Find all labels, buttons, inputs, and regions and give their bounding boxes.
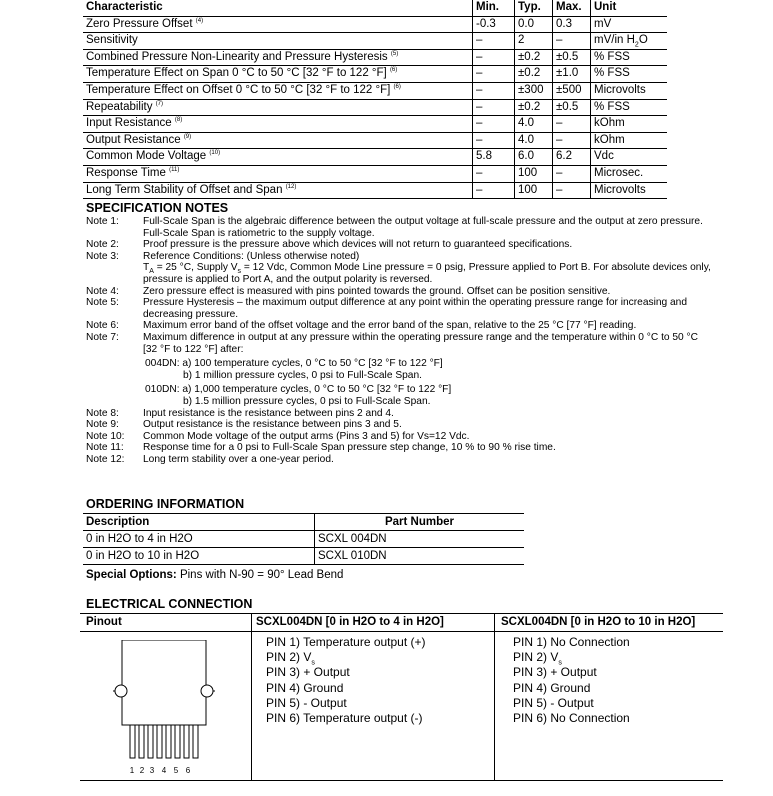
characteristic-cell: Combined Pressure Non-Linearity and Pressure Hysteresis $^{(5)}$: [83, 49, 473, 66]
max-cell: –: [553, 116, 591, 133]
typ-cell: 4.0: [515, 116, 553, 133]
list-item: PIN 1) Temperature output (+): [266, 635, 426, 649]
table-row: [83, 165, 667, 182]
typ-cell: ±0.2: [515, 66, 553, 83]
note-5: Note 5: Pressure Hysteresis – the maximum output difference at any point within the operating pressure range for increasing and decreasing pressure.: [86, 297, 688, 320]
list-item: PIN 5) - Output: [266, 695, 347, 710]
pin-number: 3: [149, 766, 155, 775]
special-options: Special Options: Pins with N-90 = 90° Lead Bend: [86, 569, 344, 581]
spec-table: [83, 0, 667, 199]
list-item: PIN 6) Temperature output (-): [266, 711, 423, 726]
table-row: [83, 548, 524, 565]
ordering-header: [83, 514, 524, 531]
col1-header: SCXL004DN [0 in H2O to 4 in H2O]: [256, 616, 444, 628]
header-description: Description: [83, 514, 315, 531]
typ-cell: ±0.2: [515, 99, 553, 116]
min-cell: –: [473, 66, 515, 83]
unit-cell: % FSS: [591, 49, 668, 66]
note-3-conditions: $T_A = 25$ °C, Supply $V_s = 12$ Vdc, Common Mode Line pressure = 0 psig, Pressure applied to Port B. For absolute devices only,: [143, 262, 711, 276]
max-cell: –: [553, 165, 591, 182]
typ-cell: ±300: [515, 82, 553, 99]
order-description: 0 in H2O to 10 in H2O: [83, 548, 315, 565]
table-row: [83, 16, 667, 33]
mounting-hole-right: [201, 685, 213, 697]
table-row: [83, 33, 667, 50]
col2-pin-list: [513, 635, 630, 726]
min-cell: –: [473, 49, 515, 66]
pin-number: 6: [185, 766, 191, 775]
note-2: Note 2: Proof pressure is the pressure above which devices will not return to guaranteed specifications.: [86, 239, 573, 251]
note-8: Note 8: Input resistance is the resistance between pins 2 and 4.: [86, 407, 394, 419]
min-cell: –: [473, 182, 515, 199]
list-item: PIN 6) No Connection: [513, 711, 630, 726]
table-row: [83, 99, 667, 116]
characteristic-cell: Repeatability $^{(7)}$: [83, 99, 473, 116]
pin-number: 1: [129, 766, 135, 775]
typ-cell: ±0.2: [515, 49, 553, 66]
header-part-number: Part Number: [315, 514, 525, 531]
min-cell: –: [473, 132, 515, 149]
list-item: PIN 3) + Output: [513, 665, 597, 680]
min-cell: –: [473, 33, 515, 50]
note-10: Note 10: Common Mode voltage of the output arms (Pins 3 and 5) for Vs=12 Vdc.: [86, 430, 470, 442]
header-unit: Unit: [591, 0, 668, 16]
electrical-title: ELECTRICAL CONNECTION: [86, 597, 253, 611]
table-row: [83, 149, 667, 166]
min-cell: 5.8: [473, 149, 515, 166]
header-typ: Typ.: [515, 0, 553, 16]
note-11: Note 11: Response time for a 0 psi to Full-Scale Span pressure step change, 10 % to 90 % rise time.: [86, 442, 556, 454]
table-row: [83, 66, 667, 83]
max-cell: –: [553, 182, 591, 199]
characteristic-cell: Output Resistance $^{(9)}$: [83, 132, 473, 149]
min-cell: –: [473, 82, 515, 99]
note-7: Note 7: Maximum difference in output at any pressure within the operating pressure range and the temperature within 0 °C to 50 °C [32 °F to 122 °F] after: 004DN: a) 100 temperature cycles, 0 °C to 50 °C [32 °F to 122 °F] b) 1 million pressure cycles, 0 psi to Full-Scale Span. 010DN: a) 1,000 temperature cycles, 0 °C to 50 °C [32 °F to 122 °F] b) 1.5 million pressure cycles, 0 psi to Full-Scale Span.: [86, 331, 698, 407]
max-cell: ±0.5: [553, 49, 591, 66]
max-cell: ±0.5: [553, 99, 591, 116]
characteristic-cell: Input Resistance $^{(8)}$: [83, 116, 473, 133]
unit-cell: Vdc: [591, 149, 668, 166]
spec-table-header: [83, 0, 667, 16]
typ-cell: 6.0: [515, 149, 553, 166]
max-cell: –: [553, 33, 591, 50]
note-9: Note 9: Output resistance is the resistance between pins 3 and 5.: [86, 419, 402, 431]
characteristic-cell: Common Mode Voltage $^{(10)}$: [83, 149, 473, 166]
note-4: Note 4: Zero pressure effect is measured with pins pointed towards the ground. Offset can be position sensitive.: [86, 285, 611, 297]
pinout-header: Pinout: [86, 616, 122, 628]
list-item: PIN 5) - Output: [513, 695, 594, 710]
table-row: [83, 49, 667, 66]
electrical-table: [80, 613, 723, 781]
list-item: PIN 2) $V_s$: [266, 650, 315, 667]
header-characteristic: Characteristic: [83, 0, 473, 16]
note-1: Note 1: Full-Scale Span is the algebraic difference between the output voltage at full-scale pressure and the output at zero pressure. Full-Scale Span is ratiometric to the supply voltage.: [86, 216, 703, 239]
pin-number: 2: [139, 766, 145, 775]
ordering-table: [83, 513, 524, 565]
unit-cell: % FSS: [591, 99, 668, 116]
characteristic-cell: Sensitivity: [83, 33, 473, 50]
typ-cell: 100: [515, 182, 553, 199]
max-cell: ±500: [553, 82, 591, 99]
list-item: PIN 4) Ground: [266, 680, 344, 695]
table-row: [83, 182, 667, 199]
min-cell: –: [473, 116, 515, 133]
table-row: [83, 132, 667, 149]
max-cell: 6.2: [553, 149, 591, 166]
pins: [130, 725, 198, 758]
unit-cell: Microsec.: [591, 165, 668, 182]
unit-cell: mV: [591, 16, 668, 33]
spec-notes-title: SPECIFICATION NOTES: [86, 201, 229, 215]
characteristic-cell: Temperature Effect on Offset 0 °C to 50 °C [32 °F to 122 °F] $^{(6)}$: [83, 82, 473, 99]
col2-header: SCXL004DN [0 in H2O to 10 in H2O]: [501, 616, 696, 628]
package-pinout-diagram: [110, 640, 222, 780]
list-item: PIN 2) $V_s$: [513, 650, 562, 667]
typ-cell: 0.0: [515, 16, 553, 33]
col1-pin-list: [266, 635, 426, 726]
header-max: Max.: [553, 0, 591, 16]
mounting-hole-left: [115, 685, 127, 697]
characteristic-cell: Zero Pressure Offset $^{(4)}$: [83, 16, 473, 33]
order-part: SCXL 010DN: [315, 548, 525, 565]
unit-cell: kOhm: [591, 132, 668, 149]
table-row: [83, 531, 524, 548]
ordering-title: ORDERING INFORMATION: [86, 497, 245, 511]
list-item: PIN 3) + Output: [266, 665, 350, 680]
unit-cell: Microvolts: [591, 82, 668, 99]
note-3: Note 3: Reference Conditions: (Unless otherwise noted) $T_A = 25$ °C, Supply $V_s = 12$ Vdc, Common Mode Line pressure = 0 psig, Pressure applied to Port B. For absolute devices only, pressure is applied to Port A, and the output polarity is reversed.: [86, 251, 766, 286]
max-cell: –: [553, 132, 591, 149]
package-body: [122, 640, 206, 725]
spec-notes: [86, 216, 766, 465]
order-part: SCXL 004DN: [315, 531, 525, 548]
characteristic-cell: Temperature Effect on Span 0 °C to 50 °C [32 °F to 122 °F] $^{(6)}$: [83, 66, 473, 83]
min-cell: –: [473, 99, 515, 116]
order-description: 0 in H2O to 4 in H2O: [83, 531, 315, 548]
table-row: [83, 82, 667, 99]
unit-cell: Microvolts: [591, 182, 668, 199]
list-item: PIN 4) Ground: [513, 680, 591, 695]
min-cell: –: [473, 165, 515, 182]
table-row: [83, 116, 667, 133]
characteristic-cell: Long Term Stability of Offset and Span $^{(12)}$: [83, 182, 473, 199]
typ-cell: 100: [515, 165, 553, 182]
header-min: Min.: [473, 0, 515, 16]
max-cell: 0.3: [553, 16, 591, 33]
pin-number: 5: [173, 766, 179, 775]
min-cell: -0.3: [473, 16, 515, 33]
typ-cell: 2: [515, 33, 553, 50]
note-6: Note 6: Maximum error band of the offset voltage and the error band of the span, relative to the 25 °C [77 °F] reading.: [86, 320, 637, 332]
unit-cell: mV/in $H_2O$: [591, 33, 668, 50]
list-item: PIN 1) No Connection: [513, 635, 630, 649]
unit-cell: % FSS: [591, 66, 668, 83]
typ-cell: 4.0: [515, 132, 553, 149]
note-12: Note 12: Long term stability over a one-year period.: [86, 453, 334, 465]
unit-cell: kOhm: [591, 116, 668, 133]
max-cell: ±1.0: [553, 66, 591, 83]
pin-number: 4: [161, 766, 167, 775]
characteristic-cell: Response Time $^{(11)}$: [83, 165, 473, 182]
